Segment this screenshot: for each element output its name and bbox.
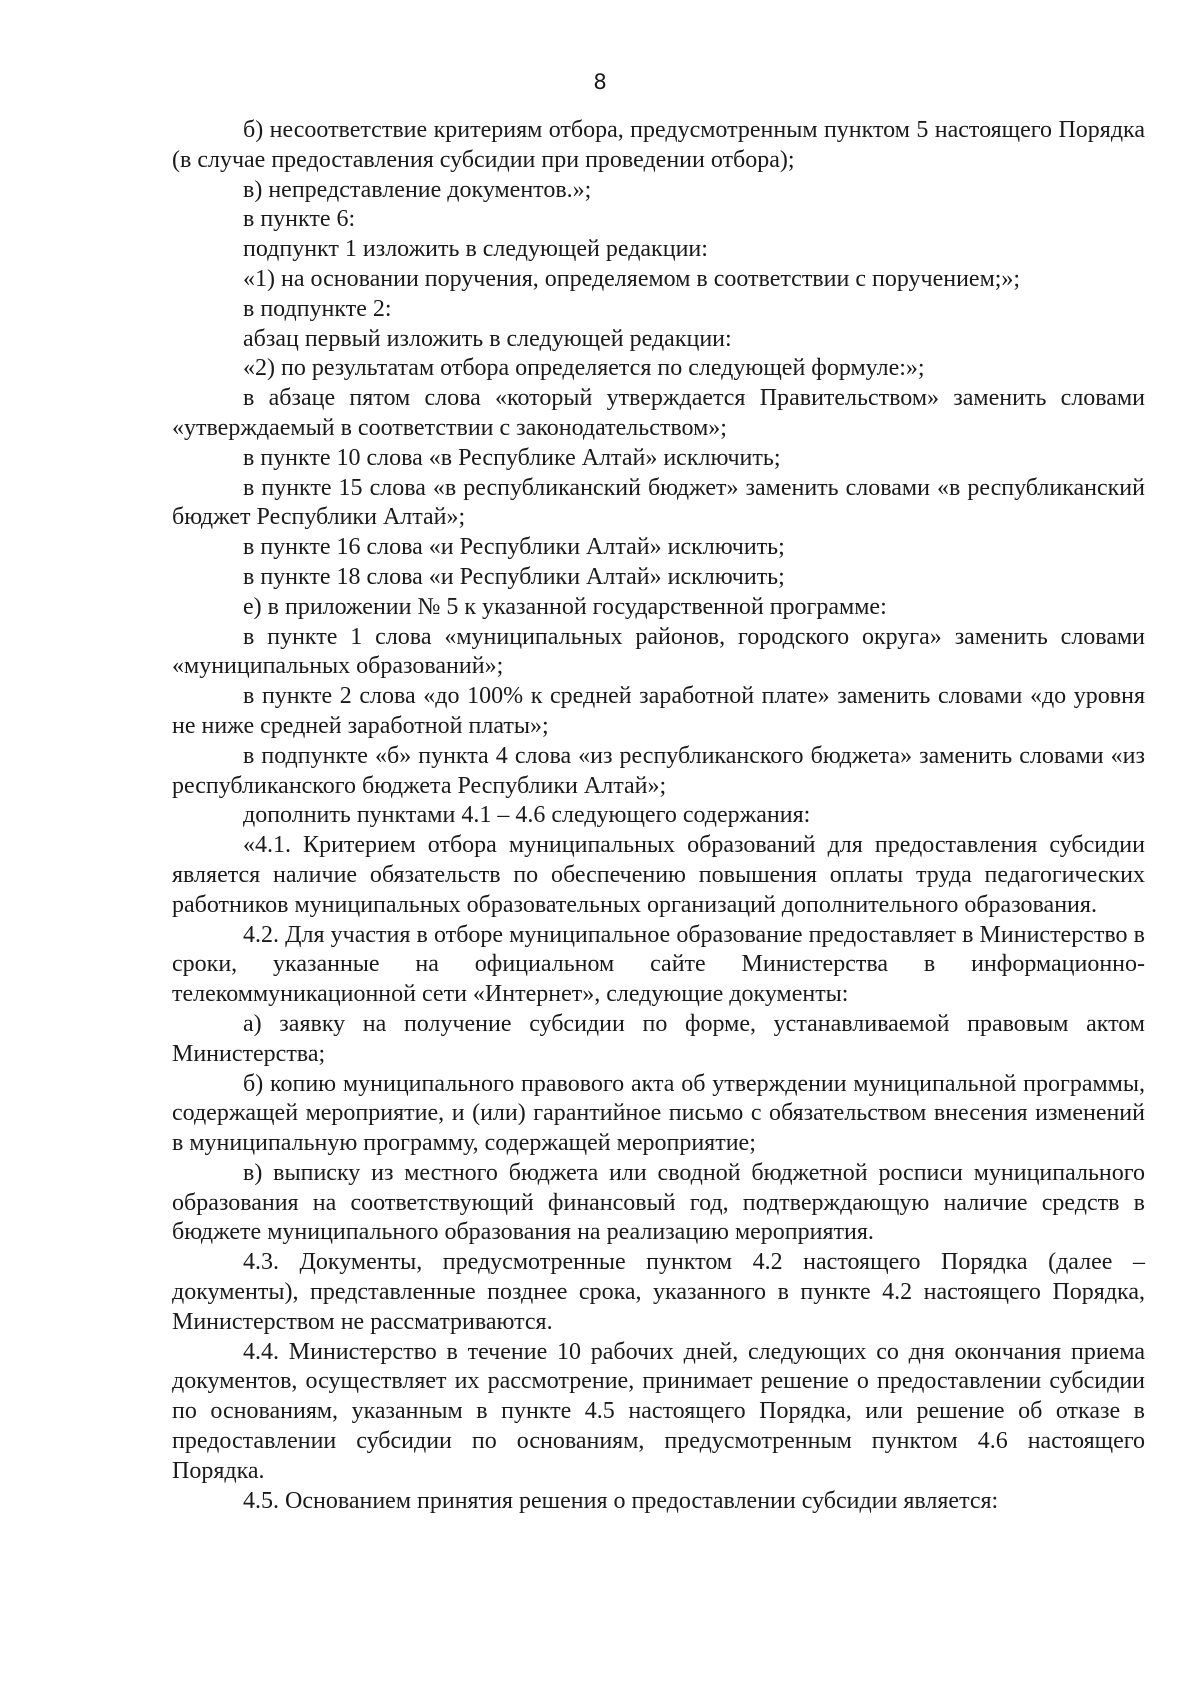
paragraph: «1) на основании поручения, определяемом в соответствии с поручением;»; — [243, 265, 1021, 292]
paragraph: в пункте 10 слова «в Республике Алтай» исключить; — [243, 444, 781, 471]
paragraph: абзац первый изложить в следующей редакции: — [243, 325, 732, 352]
paragraph: б) копию муниципального правового акта об утверждении муниципальной программы, содержащей мероприятие, и (или) гарантийное письмо с обязательством внесения изменений в муниципальную программу, содержащей мероприятие; — [172, 1070, 1145, 1157]
paragraph: в) непредставление документов.»; — [243, 176, 592, 203]
paragraph: дополнить пунктами 4.1 – 4.6 следующего содержания: — [243, 802, 811, 829]
paragraph: в пункте 1 слова «муниципальных районов, городского округа» заменить словами «муниципальных образований»; — [172, 623, 1145, 680]
paragraph: в пункте 18 слова «и Республики Алтай» исключить; — [243, 563, 785, 590]
paragraph: а) заявку на получение субсидии по форме, устанавливаемой правовым актом Министерства; — [172, 1010, 1145, 1067]
paragraph: в подпункте «б» пункта 4 слова «из республиканского бюджета» заменить словами «из республиканского бюджета Республики Алтай»; — [172, 742, 1145, 799]
paragraph: в абзаце пятом слова «который утверждается Правительством» заменить словами «утверждаемый в соответствии с законодательством»; — [172, 385, 1145, 441]
paragraph: 4.4. Министерство в течение 10 рабочих дней, следующих со дня окончания приема документов, осуществляет их рассмотрение, принимает решение о предоставлении субсидии по основаниям, указанным в пункте 4.5 настоящего Порядка, или решение об отказе в предоставлении субсидии по основаниям, предусмотренным пунктом 4.6 настоящего Порядка. — [172, 1338, 1145, 1484]
paragraph: 4.5. Основанием принятия решения о предоставлении субсидии является: — [243, 1487, 999, 1514]
paragraph: 4.2. Для участия в отборе муниципальное образование предоставляет в Министерство в сроки, указанные на официальном сайте Министерства в информационно- телекоммуникационной сети «Интернет», следующие документы: — [172, 921, 1145, 1008]
document-body — [172, 116, 1145, 1516]
page-number: 8 — [593, 70, 607, 94]
paragraph: в подпункте 2: — [243, 295, 392, 322]
paragraph: в пункте 2 слова «до 100% к средней заработной плате» заменить словами «до уровня не ниже средней заработной платы»; — [172, 683, 1145, 739]
paragraph: в пункте 16 слова «и Республики Алтай» исключить; — [243, 534, 785, 561]
paragraph: подпункт 1 изложить в следующей редакции: — [243, 236, 708, 263]
paragraph: 4.3. Документы, предусмотренные пунктом 4.2 настоящего Порядка (далее – документы), представленные позднее срока, указанного в пункте 4.2 настоящего Порядка, Министерством не рассматриваются. — [172, 1249, 1145, 1335]
paragraph: е) в приложении № 5 к указанной государственной программе: — [243, 593, 887, 620]
paragraph: в пункте 6: — [243, 206, 356, 233]
paragraph: «4.1. Критерием отбора муниципальных образований для предоставления субсидии является наличие обязательств по обеспечению повышения оплаты труда педагогических работников муниципальных образовательных организаций дополнительного образования. — [172, 832, 1145, 918]
paragraph: в пункте 15 слова «в республиканский бюджет» заменить словами «в республиканский бюджет Республики Алтай»; — [172, 474, 1145, 531]
paragraph: б) несоответствие критериям отбора, предусмотренным пунктом 5 настоящего Порядка (в случае предоставления субсидии при проведении отбора); — [172, 117, 1145, 173]
paragraph: «2) по результатам отбора определяется по следующей формуле:»; — [243, 355, 925, 382]
paragraph: в) выписку из местного бюджета или сводной бюджетной росписи муниципального образования на соответствующий финансовый год, подтверждающую наличие средств в бюджете муниципального образования на реализацию мероприятия. — [172, 1159, 1145, 1246]
